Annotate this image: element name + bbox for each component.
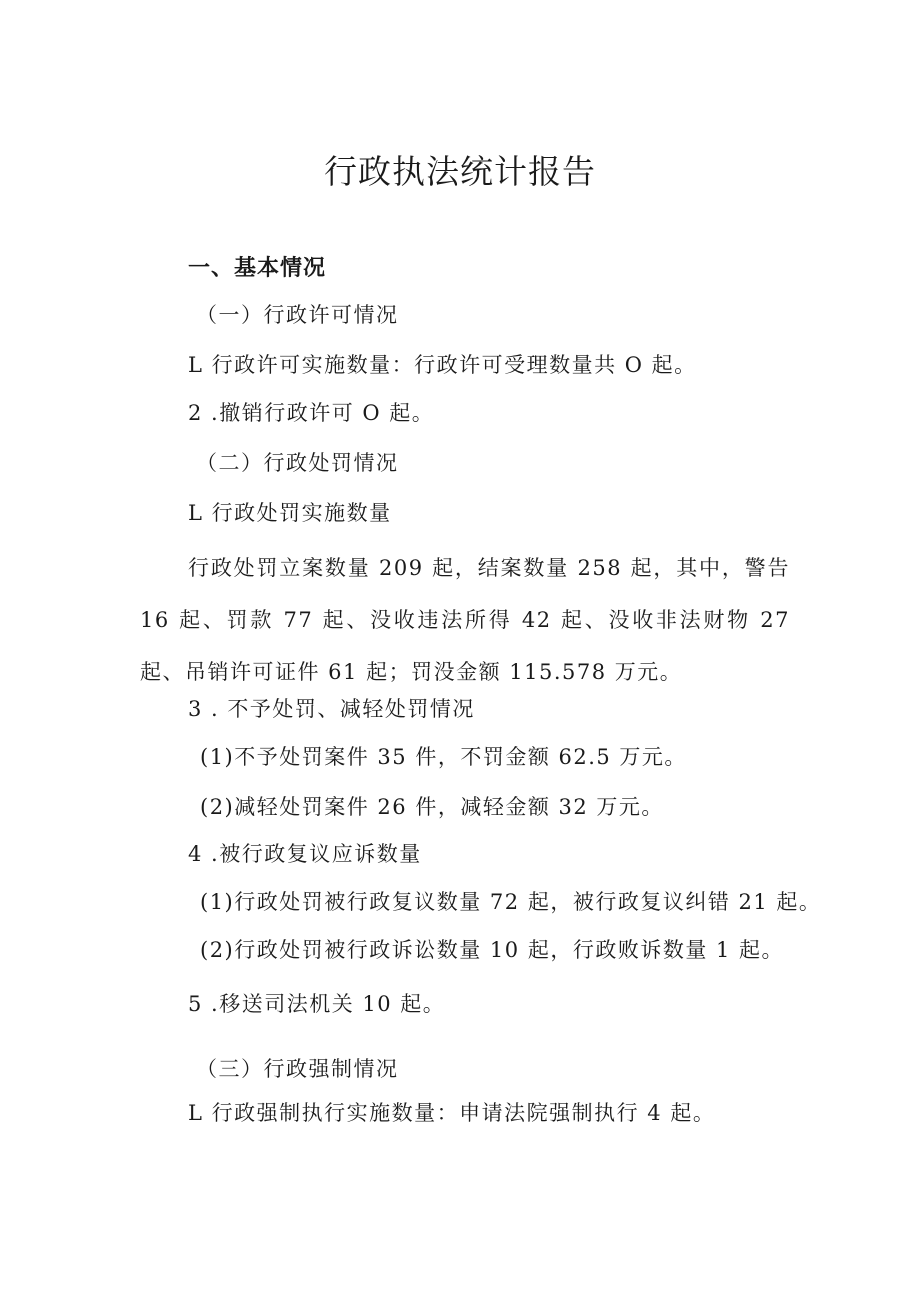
penalty-item-4: 4 .被行政复议应诉数量 <box>188 842 422 866</box>
penalty-item-3: 3 . 不予处罚、减轻处罚情况 <box>188 697 475 721</box>
penalty-item-4-2: (2)行政处罚被行政诉讼数量 10 起，行政败诉数量 1 起。 <box>200 938 785 962</box>
license-item-2: 2 .撤销行政许可 O 起。 <box>188 401 435 425</box>
enforcement-item-1: L 行政强制执行实施数量：申请法院强制执行 4 起。 <box>188 1101 716 1125</box>
subsection-admin-penalty: （二）行政处罚情况 <box>196 451 399 475</box>
penalty-item-1: L 行政处罚实施数量 <box>188 501 392 525</box>
document-title: 行政执法统计报告 <box>324 152 596 191</box>
penalty-statistics-paragraph: 行政处罚立案数量 209 起，结案数量 258 起，其中，警告 16 起、罚款 77 起、没收违法所得 42 起、没收非法财物 27 起、吊销许可证件 61 起；罚没金额 115.578 万元。 <box>140 556 790 684</box>
penalty-item-5: 5 .移送司法机关 10 起。 <box>188 992 446 1016</box>
license-item-1: L 行政许可实施数量：行政许可受理数量共 O 起。 <box>188 353 697 377</box>
penalty-item-4-1: (1)行政处罚被行政复议数量 72 起，被行政复议纠错 21 起。 <box>200 890 822 914</box>
section-heading-basic: 一、基本情况 <box>188 256 327 281</box>
subsection-admin-license: （一）行政许可情况 <box>196 303 399 327</box>
subsection-admin-enforcement: （三）行政强制情况 <box>196 1057 399 1081</box>
penalty-item-3-1: (1)不予处罚案件 35 件，不罚金额 62.5 万元。 <box>200 745 687 769</box>
penalty-item-3-2: (2)减轻处罚案件 26 件，减轻金额 32 万元。 <box>200 795 664 819</box>
